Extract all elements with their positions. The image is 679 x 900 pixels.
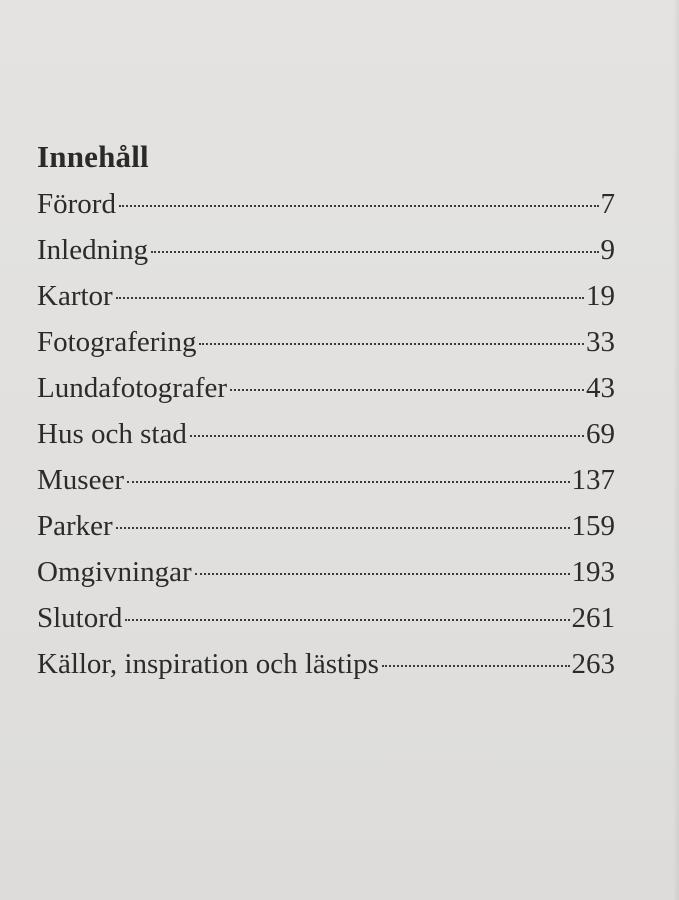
toc-entry-title: Förord	[37, 188, 116, 220]
toc-entry	[37, 184, 615, 230]
toc-dot-leader	[116, 297, 584, 299]
toc-entry	[37, 460, 615, 506]
toc-entry-page: 19	[586, 280, 615, 312]
toc-entry-title: Fotografering	[37, 326, 197, 358]
toc-entry-title: Slutord	[37, 602, 123, 634]
toc-entry	[37, 368, 615, 414]
toc-dot-leader	[151, 251, 598, 253]
toc-entry-page: 43	[586, 372, 615, 404]
page-edge-shadow	[673, 0, 679, 900]
toc-entry-page: 261	[571, 602, 615, 634]
toc-dot-leader	[230, 389, 584, 391]
toc-entry	[37, 506, 615, 552]
toc-entry-page: 159	[571, 510, 615, 542]
toc-entry-page: 7	[600, 188, 615, 220]
toc-entry	[37, 230, 615, 276]
toc-dot-leader	[125, 619, 569, 621]
toc-dot-leader	[119, 205, 599, 207]
toc-entry	[37, 276, 615, 322]
toc-entry-title: Hus och stad	[37, 418, 187, 450]
toc-entry	[37, 322, 615, 368]
toc-entry	[37, 644, 615, 690]
toc-entry-page: 263	[571, 648, 615, 680]
toc-entry-title: Parker	[37, 510, 113, 542]
toc-heading: Innehåll	[37, 139, 149, 174]
toc-list	[37, 184, 615, 690]
toc-dot-leader	[116, 527, 570, 529]
toc-dot-leader	[199, 343, 584, 345]
toc-entry-page: 9	[600, 234, 615, 266]
toc-dot-leader	[127, 481, 570, 483]
toc-entry-page: 193	[571, 556, 615, 588]
toc-entry-title: Museer	[37, 464, 124, 496]
toc-dot-leader	[382, 665, 570, 667]
toc-entry-title: Inledning	[37, 234, 149, 266]
toc-entry-page: 33	[586, 326, 615, 358]
toc-entry	[37, 552, 615, 598]
toc-entry-title: Omgivningar	[37, 556, 192, 588]
toc-dot-leader	[190, 435, 584, 437]
toc-entry	[37, 598, 615, 644]
toc-entry-title: Källor, inspiration och lästips	[37, 648, 379, 680]
toc-entry-page: 69	[586, 418, 615, 450]
toc-entry-title: Kartor	[37, 280, 113, 312]
toc-dot-leader	[195, 573, 570, 575]
toc-entry	[37, 414, 615, 460]
toc-entry-title: Lundafotografer	[37, 372, 228, 404]
toc-entry-page: 137	[571, 464, 615, 496]
table-of-contents	[37, 136, 615, 690]
